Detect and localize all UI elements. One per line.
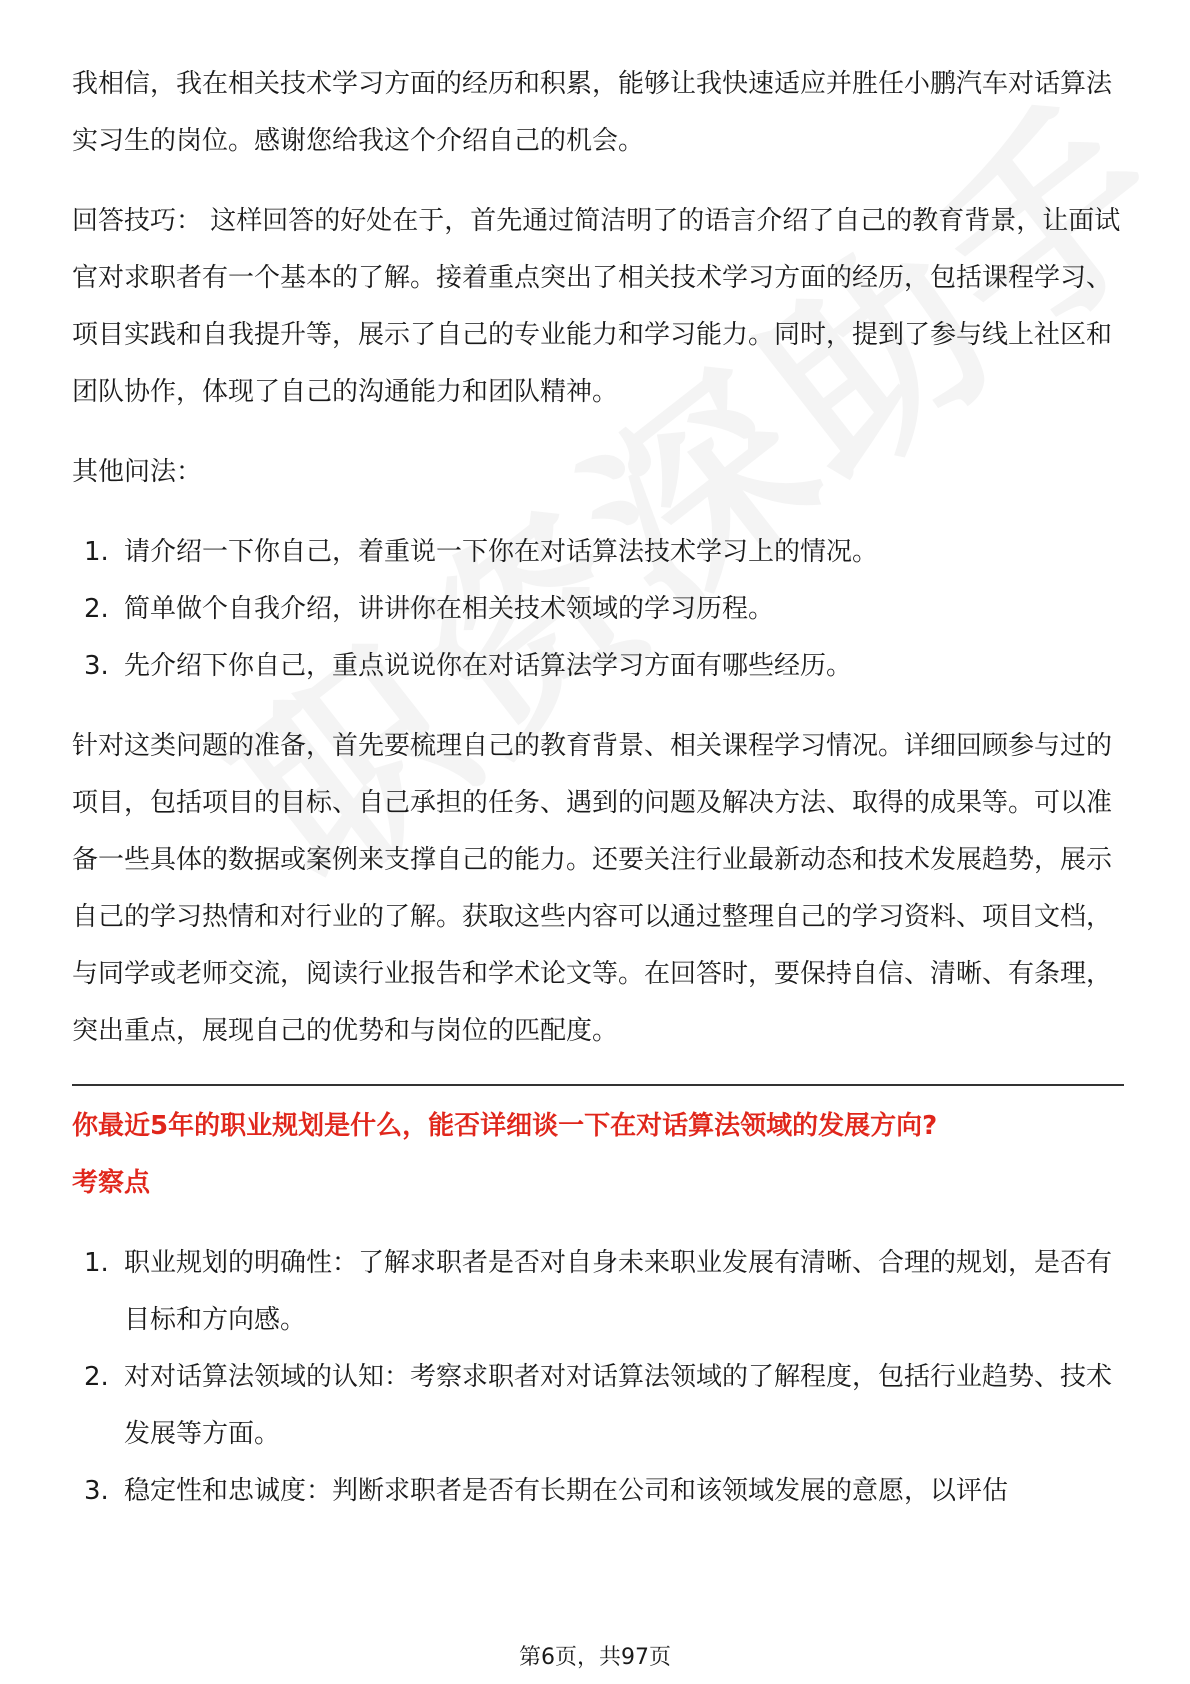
list-number: 3. xyxy=(84,651,109,681)
list-text: 对对话算法领域的认知：考察求职者对对话算法领域的了解程度，包括行业趋势、技术发展等方面。 xyxy=(124,1362,1113,1449)
list-item xyxy=(72,524,1124,581)
list-item xyxy=(72,1349,1124,1463)
page-footer: 第6页，共97页 xyxy=(519,1645,671,1670)
exam-points-heading: 考察点 xyxy=(72,1168,151,1198)
list-item xyxy=(72,1235,1124,1349)
list-number: 2. xyxy=(84,1362,109,1392)
exam-points-list xyxy=(72,1235,1124,1520)
other-questions-list xyxy=(72,524,1124,695)
question-title: 你最近5年的职业规划是什么，能否详细谈一下在对话算法领域的发展方向? xyxy=(72,1111,938,1141)
preparation-paragraph: 针对这类问题的准备，首先要梳理自己的教育背景、相关课程学习情况。详细回顾参与过的项目，包括项目的目标、自己承担的任务、遇到的问题及解决方法、取得的成果等。可以准备一些具体的数据或案例来支撑自己的能力。还要关注行业最新动态和技术发展趋势，展示自己的学习热情和对行业的了解。获取这些内容可以通过整理自己的学习资料、项目文档，与同学或老师交流，阅读行业报告和学术论文等。在回答时，要保持自信、清晰、有条理，突出重点，展现自己的优势和与岗位的匹配度。 xyxy=(72,731,1113,1046)
intro-closing-paragraph: 我相信，我在相关技术学习方面的经历和积累，能够让我快速适应并胜任小鹏汽车对话算法实习生的岗位。感谢您给我这个介绍自己的机会。 xyxy=(72,69,1113,156)
list-number: 2. xyxy=(84,594,109,624)
list-number: 3. xyxy=(84,1476,109,1506)
list-item xyxy=(72,1463,1124,1520)
other-questions-heading: 其他问法： xyxy=(72,457,203,487)
list-text: 请介绍一下你自己，着重说一下你在对话算法技术学习上的情况。 xyxy=(124,537,879,567)
list-text: 先介绍下你自己，重点说说你在对话算法学习方面有哪些经历。 xyxy=(124,651,853,681)
section-divider xyxy=(72,1084,1124,1086)
list-text: 简单做个自我介绍，讲讲你在相关技术领域的学习历程。 xyxy=(124,594,775,624)
list-item xyxy=(72,581,1124,638)
list-text: 职业规划的明确性：了解求职者是否对自身未来职业发展有清晰、合理的规划，是否有目标和方向感。 xyxy=(124,1248,1113,1335)
list-number: 1. xyxy=(84,1248,109,1278)
document-page xyxy=(72,56,1124,1520)
list-text: 稳定性和忠诚度：判断求职者是否有长期在公司和该领域发展的意愿，以评估 xyxy=(124,1476,1009,1506)
list-item xyxy=(72,638,1124,695)
answer-tips-paragraph: 回答技巧： 这样回答的好处在于，首先通过简洁明了的语言介绍了自己的教育背景，让面试官对求职者有一个基本的了解。接着重点突出了相关技术学习方面的经历，包括课程学习、项目实践和自我提升等，展示了自己的专业能力和学习能力。同时，提到了参与线上社区和团队协作，体现了自己的沟通能力和团队精神。 xyxy=(72,206,1121,407)
list-number: 1. xyxy=(84,537,109,567)
